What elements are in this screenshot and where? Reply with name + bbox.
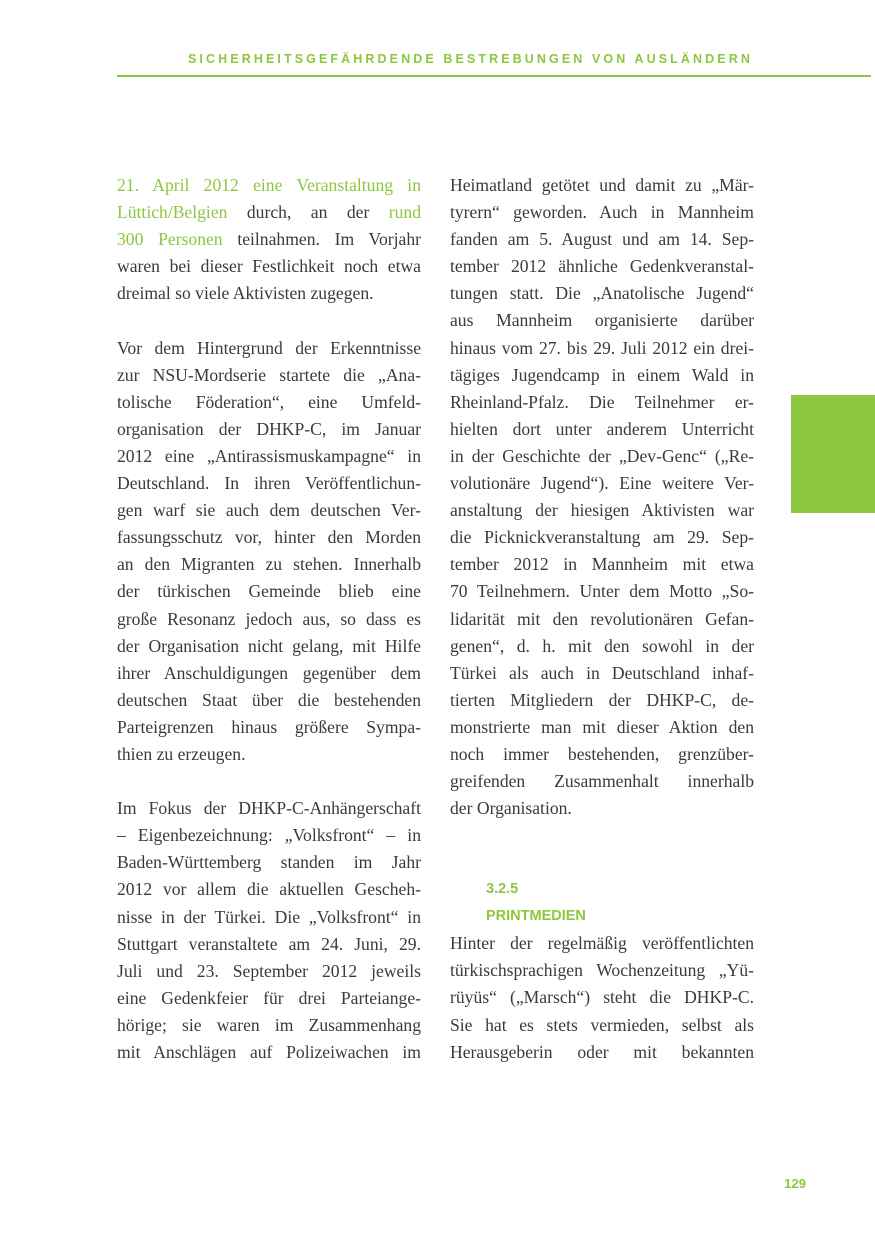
text-line: Herausgeberin oder mit bekannten xyxy=(450,1041,754,1062)
text-line: hörige; sie waren im Zusammenhang xyxy=(117,1014,421,1035)
section-number: 3.2.5 xyxy=(486,881,519,898)
text-line: ihrer Anschuldigungen gegenüber dem xyxy=(117,662,421,683)
text-line: der Organisation. xyxy=(450,798,572,819)
text-line xyxy=(117,172,421,199)
text-line: tungen statt. Die „Anatolische Jugend“ xyxy=(450,283,754,304)
text-line: rüyüs“ („Marsch“) steht die DHKP-C. xyxy=(450,987,754,1008)
text-line: Parteigrenzen hinaus größere Sympa- xyxy=(117,716,421,737)
highlighted-text: 300 Personen xyxy=(117,229,223,250)
text-line: aus Mannheim organisierte darüber xyxy=(450,310,754,331)
text-line: noch immer bestehenden, grenzüber- xyxy=(450,743,754,764)
paragraph-nsu-campaign xyxy=(117,335,421,769)
text-line: Im Fokus der DHKP-C-Anhängerschaft xyxy=(117,798,421,819)
section-heading xyxy=(450,876,754,930)
paragraph-printmedien xyxy=(450,930,754,1065)
text-line: in der Geschichte der „Dev-Genc“ („Re- xyxy=(450,445,754,466)
highlighted-text: 21. April 2012 eine Veranstaltung in xyxy=(117,175,421,195)
text-line: tierten Mitgliedern der DHKP-C, de- xyxy=(450,689,754,710)
text-line: Deutschland. In ihren Veröffentlichun- xyxy=(117,473,421,494)
text-line: tyrern“ geworden. Auch in Mannheim xyxy=(450,202,754,223)
text-line: die Picknickveranstaltung am 29. Sep- xyxy=(450,527,754,548)
text-line: lidarität mit den revolutionären Gefan- xyxy=(450,608,754,629)
text-line: waren bei dieser Festlichkeit noch etwa xyxy=(117,256,421,277)
text-line: genen“, d. h. mit den sowohl in der xyxy=(450,635,754,656)
text-line: tolische Föderation“, eine Umfeld- xyxy=(117,391,421,412)
paragraph-gap xyxy=(117,768,421,795)
text-line: volutionäre Jugend“). Eine weitere Ver- xyxy=(450,473,754,494)
highlighted-text: rund xyxy=(388,202,421,223)
text-line xyxy=(117,226,421,253)
text-line: dreimal so viele Aktivisten zugegen. xyxy=(117,283,374,304)
paragraph-volksfront xyxy=(117,795,421,1066)
text-line: 2012 vor allem die aktuellen Gescheh- xyxy=(117,879,421,900)
text-line: türkischsprachigen Wochenzeitung „Yü- xyxy=(450,960,754,981)
text-line: Sie hat es stets vermieden, selbst als xyxy=(450,1014,754,1035)
text-line: zur NSU-Mordserie startete die „Ana- xyxy=(117,364,421,385)
text-line: 2012 eine „Antirassismuskampagne“ in xyxy=(117,445,421,466)
text-line: Rheinland-Pfalz. Die Teilnehmer er- xyxy=(450,391,754,412)
text-line: greifenden Zusammenhalt innerhalb xyxy=(450,771,754,792)
text-line: tember 2012 in Mannheim mit etwa xyxy=(450,554,754,575)
section-title: PRINTMEDIEN xyxy=(486,908,586,925)
text-line: deutschen Staat über die bestehenden xyxy=(117,689,421,710)
left-column xyxy=(117,172,421,1066)
text-line: tägiges Jugendcamp in einem Wald in xyxy=(450,364,754,385)
text-fragment: teilnahmen. Im Vorjahr xyxy=(222,229,421,250)
text-line: hielten dort unter anderem Unterricht xyxy=(450,418,754,439)
paragraph-mannheim-events xyxy=(450,172,754,822)
text-line: 70 Teilnehmern. Unter dem Motto „So- xyxy=(450,581,754,602)
text-line: große Resonanz jedoch aus, so dass es xyxy=(117,608,421,629)
text-line: nisse in der Türkei. Die „Volksfront“ in xyxy=(117,906,421,927)
text-line: Stuttgart veranstaltete am 24. Juni, 29. xyxy=(117,933,421,954)
text-line: monstrierte man mit dieser Aktion den xyxy=(450,716,754,737)
text-line: fanden am 5. August und am 14. Sep- xyxy=(450,229,754,250)
chapter-side-tab xyxy=(791,395,875,513)
text-line: fassungsschutz vor, hinter den Morden xyxy=(117,527,421,548)
text-line: anstaltung der hiesigen Aktivisten war xyxy=(450,500,754,521)
text-line: Juli und 23. September 2012 jeweils xyxy=(117,960,421,981)
text-line: Heimatland getötet und damit zu „Mär- xyxy=(450,175,754,195)
text-line: tember 2012 ähnliche Gedenkveranstal- xyxy=(450,256,754,277)
text-line: Türkei als auch in Deutschland inhaf- xyxy=(450,662,754,683)
paragraph-gap xyxy=(117,307,421,334)
paragraph-event-luettich xyxy=(117,172,421,307)
header-rule xyxy=(117,75,871,77)
section-gap xyxy=(450,822,754,876)
text-line: Hinter der regelmäßig veröffentlichten xyxy=(450,933,754,954)
text-line: an den Migranten zu stehen. Innerhalb xyxy=(117,554,421,575)
text-line: – Eigenbezeichnung: „Volksfront“ – in xyxy=(117,825,421,846)
text-line: hinaus vom 27. bis 29. Juli 2012 ein drei- xyxy=(450,337,754,358)
text-line: gen warf sie auch dem deutschen Ver- xyxy=(117,500,421,521)
text-line: mit Anschlägen auf Polizeiwachen im xyxy=(117,1042,421,1062)
text-fragment: durch, an der xyxy=(227,202,389,223)
text-line: Vor dem Hintergrund der Erkenntnisse xyxy=(117,337,421,358)
text-line: der Organisation nicht gelang, mit Hilfe xyxy=(117,635,421,656)
text-line: thien zu erzeugen. xyxy=(117,743,246,764)
right-column xyxy=(450,172,754,1066)
text-line: der türkischen Gemeinde blieb eine xyxy=(117,581,421,602)
page-number: 129 xyxy=(784,1176,806,1191)
text-line xyxy=(117,199,421,226)
text-line: organisation der DHKP-C, im Januar xyxy=(117,418,421,439)
text-line: Baden-Württemberg standen im Jahr xyxy=(117,852,421,873)
running-header: SICHERHEITSGEFÄHRDENDE BESTREBUNGEN VON AUSLÄNDERN xyxy=(188,52,753,66)
highlighted-text: Lüttich/Belgien xyxy=(117,202,228,223)
text-line: eine Gedenkfeier für drei Parteiange- xyxy=(117,987,421,1008)
